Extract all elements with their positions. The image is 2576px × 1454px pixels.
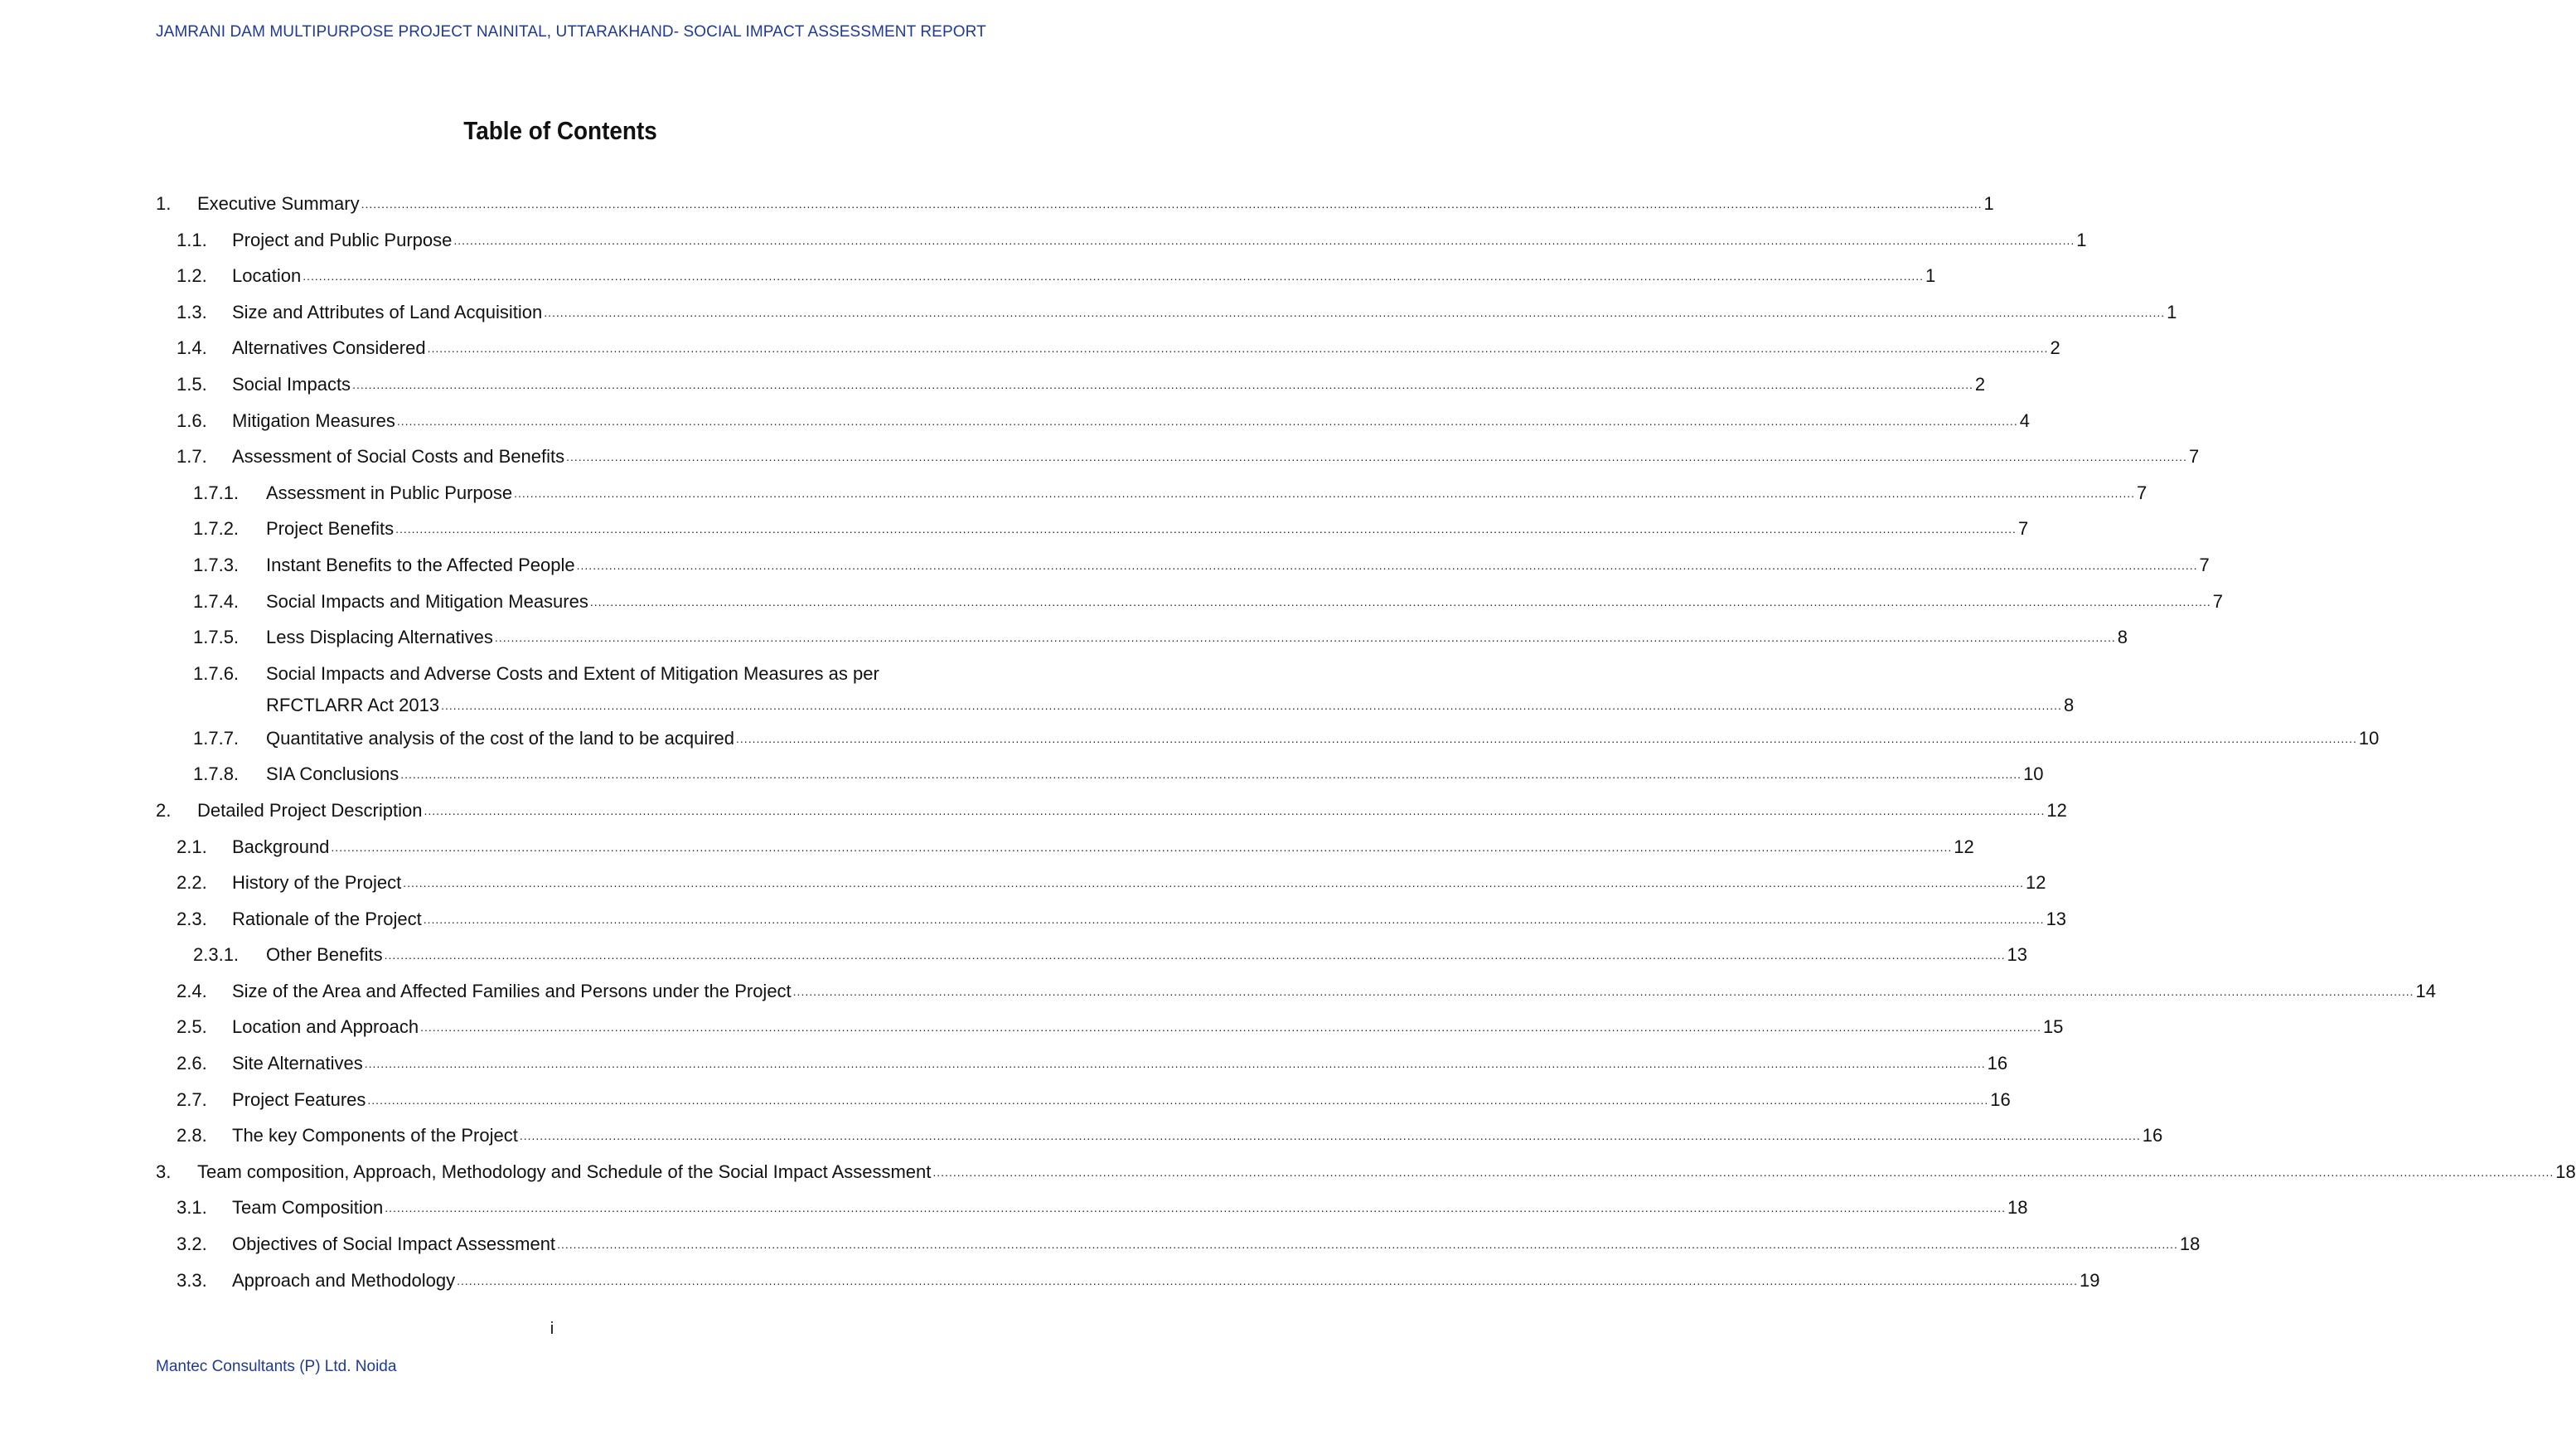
dot-leader: ................................................................................................................................................................................................................................................................................................................................................................................................................ <box>384 948 2006 962</box>
toc-entry[interactable] <box>156 1269 2100 1306</box>
toc-entry[interactable] <box>156 590 2223 627</box>
toc-entry[interactable] <box>156 482 2147 518</box>
toc-entry-page: 14 <box>2415 980 2437 1001</box>
toc-entry[interactable] <box>156 980 2437 1016</box>
toc-entry-title: The key Components of the Project <box>232 1125 518 1146</box>
toc-entry-title: Mitigation Measures <box>232 410 395 431</box>
toc-entry[interactable] <box>156 763 2044 799</box>
dot-leader: ................................................................................................................................................................................................................................................................................................................................................................................................................ <box>367 1093 1989 1107</box>
dot-leader: ................................................................................................................................................................................................................................................................................................................................................................................................................ <box>424 803 2046 817</box>
toc-entry-page: 2 <box>2050 337 2060 359</box>
toc-entry-number: 1.7.7. <box>193 727 240 749</box>
toc-entry-page: 1 <box>2167 301 2177 322</box>
dot-leader: ................................................................................................................................................................................................................................................................................................................................................................................................................ <box>352 377 1973 391</box>
toc-entry-page: 7 <box>2188 446 2200 468</box>
toc-entry-number: 1.7.2. <box>193 518 240 540</box>
toc-entry-number: 1.7.8. <box>193 763 240 785</box>
dot-leader: ................................................................................................................................................................................................................................................................................................................................................................................................................ <box>385 1201 2007 1215</box>
toc-entry-number: 1.7.3. <box>193 554 240 575</box>
dot-leader: ................................................................................................................................................................................................................................................................................................................................................................................................................ <box>566 450 2187 464</box>
toc-entry-page: 16 <box>1987 1053 2008 1074</box>
toc-entry-page: 13 <box>2046 908 2067 929</box>
toc-entry-title: Social Impacts and Mitigation Measures <box>266 590 588 612</box>
toc-entry-page: 18 <box>2179 1233 2201 1255</box>
toc-entry-number: 1.7.6. <box>193 662 240 684</box>
dot-leader: ................................................................................................................................................................................................................................................................................................................................................................................................................ <box>519 1129 2141 1143</box>
toc-entry[interactable] <box>156 445 2200 482</box>
toc-entry[interactable] <box>156 943 2027 980</box>
toc-entry-title: Location <box>232 265 302 287</box>
toc-entry-title: Team Composition <box>232 1197 384 1219</box>
toc-entry-page: 19 <box>2079 1269 2100 1291</box>
toc-entry[interactable] <box>156 1088 2011 1125</box>
toc-entry-page: 1 <box>1983 193 1994 214</box>
toc-entry-title: Team composition, Approach, Methodology and Schedule of the Social Impact Assessment <box>197 1161 932 1182</box>
toc-entry[interactable] <box>156 554 2210 590</box>
toc-entry-title: Objectives of Social Impact Assessment <box>232 1233 556 1255</box>
toc-entry[interactable] <box>156 410 2030 446</box>
toc-entry-title: Alternatives Considered <box>232 337 426 359</box>
toc-entry-page: 15 <box>2042 1016 2064 1038</box>
toc-entry-title: Approach and Methodology <box>232 1269 456 1291</box>
toc-entry-number: 1.7.4. <box>193 590 240 612</box>
dot-leader: ................................................................................................................................................................................................................................................................................................................................................................................................................ <box>400 768 2022 782</box>
toc-entry[interactable] <box>156 1161 2576 1197</box>
toc-entry[interactable] <box>156 871 2046 908</box>
dot-leader: ................................................................................................................................................................................................................................................................................................................................................................................................................ <box>932 1165 2554 1179</box>
toc-entry-title: Project Benefits <box>266 518 395 540</box>
toc-entry-page: 13 <box>2007 944 2027 966</box>
toc-entry[interactable] <box>156 662 2075 727</box>
toc-entry-page: 8 <box>2063 694 2075 715</box>
toc-entry-number: 2.5. <box>177 1016 207 1038</box>
toc-entry-number: 2.6. <box>177 1053 207 1074</box>
toc-entry-number: 3.2. <box>177 1233 207 1255</box>
dot-leader: ................................................................................................................................................................................................................................................................................................................................................................................................................ <box>494 631 2116 645</box>
toc-entry-title: Assessment in Public Purpose <box>266 482 513 503</box>
dot-leader: ................................................................................................................................................................................................................................................................................................................................................................................................................ <box>453 233 2075 247</box>
toc-entry-number: 1.3. <box>177 301 207 322</box>
dot-leader: ................................................................................................................................................................................................................................................................................................................................................................................................................ <box>331 840 1953 854</box>
toc-entry-page: 7 <box>2017 518 2029 540</box>
toc-entry-page: 2 <box>1974 373 1986 395</box>
toc-entry-page: 1 <box>2076 229 2087 250</box>
toc-entry-number: 1.6. <box>177 410 207 431</box>
toc-entry[interactable] <box>156 229 2087 265</box>
toc-entry-number: 2.7. <box>177 1088 207 1110</box>
toc-entry-title: Project and Public Purpose <box>232 229 453 250</box>
toc-entry-title: Other Benefits <box>266 944 383 966</box>
toc-entry-number: 1.1. <box>177 229 207 250</box>
toc-entry[interactable] <box>156 908 2067 944</box>
toc-entry-title: Rationale of the Project <box>232 908 422 929</box>
toc-entry-title: Location and Approach <box>232 1016 419 1038</box>
toc-entry[interactable] <box>156 626 2128 662</box>
dot-leader: ................................................................................................................................................................................................................................................................................................................................................................................................................ <box>792 984 2414 998</box>
dot-leader: ................................................................................................................................................................................................................................................................................................................................................................................................................ <box>361 197 1983 211</box>
toc-entry[interactable] <box>156 264 1936 301</box>
toc-entry-page: 12 <box>2046 799 2067 821</box>
toc-entry-title: Quantitative analysis of the cost of the land to be acquired <box>266 727 735 749</box>
running-header: JAMRANI DAM MULTIPURPOSE PROJECT NAINITAL, UTTARAKHAND- SOCIAL IMPACT ASSESSMENT REPORT <box>156 23 986 41</box>
toc-entry-title: Size and Attributes of Land Acquisition <box>232 301 543 322</box>
toc-entry-number: 1.7.5. <box>193 627 240 648</box>
toc-entry-number: 2. <box>156 799 172 821</box>
dot-leader: ................................................................................................................................................................................................................................................................................................................................................................................................................ <box>457 1273 2078 1287</box>
dot-leader: ................................................................................................................................................................................................................................................................................................................................................................................................................ <box>441 698 2062 712</box>
toc-entry-number: 2.8. <box>177 1125 207 1146</box>
toc-entry-page: 8 <box>2117 627 2128 648</box>
toc-entry-title: Executive Summary <box>197 193 360 214</box>
toc-entry-page: 7 <box>2137 482 2147 503</box>
toc-entry-page: 4 <box>2019 410 2030 431</box>
toc-entry-page: 12 <box>1954 836 1974 857</box>
toc-entry[interactable] <box>156 1124 2163 1161</box>
toc-entry-number: 2.3.1. <box>193 944 240 966</box>
dot-leader: ................................................................................................................................................................................................................................................................................................................................................................................................................ <box>395 522 2017 536</box>
toc-entry-number: 1.4. <box>177 337 207 359</box>
dot-leader: ................................................................................................................................................................................................................................................................................................................................................................................................................ <box>423 912 2045 926</box>
toc-entry-number: 2.3. <box>177 908 207 929</box>
toc-entry[interactable] <box>156 836 1974 872</box>
toc-entry-page: 16 <box>2142 1125 2163 1146</box>
dot-leader: ................................................................................................................................................................................................................................................................................................................................................................................................................ <box>544 305 2166 319</box>
toc-entry-page: 10 <box>2023 763 2044 785</box>
toc-entry-number: 1.7. <box>177 446 207 468</box>
toc-entry[interactable] <box>156 799 2067 836</box>
toc-entry-number: 1. <box>156 193 172 214</box>
table-of-contents <box>156 192 2576 1305</box>
toc-entry-page: 12 <box>2026 872 2046 894</box>
toc-entry-title: Background <box>232 836 330 857</box>
toc-entry-number: 2.1. <box>177 836 207 857</box>
toc-entry[interactable] <box>156 337 2060 373</box>
toc-entry-title: SIA Conclusions <box>266 763 399 785</box>
toc-entry[interactable] <box>156 727 2380 763</box>
toc-entry-page: 18 <box>2555 1161 2576 1182</box>
dot-leader: ................................................................................................................................................................................................................................................................................................................................................................................................................ <box>557 1238 2178 1252</box>
toc-entry[interactable] <box>156 192 1994 229</box>
dot-leader: ................................................................................................................................................................................................................................................................................................................................................................................................................ <box>396 414 2018 428</box>
toc-entry-page: 18 <box>2007 1197 2028 1219</box>
toc-entry-number: 3.3. <box>177 1269 207 1291</box>
dot-leader: ................................................................................................................................................................................................................................................................................................................................................................................................................ <box>303 269 1925 284</box>
toc-entry[interactable] <box>156 517 2029 554</box>
toc-entry-page: 1 <box>1925 265 1936 287</box>
toc-entry-title: Social Impacts and Adverse Costs and Extent of Mitigation Measures as per <box>266 662 879 684</box>
toc-entry-page: 7 <box>2199 554 2210 575</box>
toc-entry-title: Size of the Area and Affected Families and Persons under the Project <box>232 980 792 1001</box>
toc-entry-number: 2.2. <box>177 872 207 894</box>
toc-entry[interactable] <box>156 1015 2064 1052</box>
toc-entry[interactable] <box>156 373 1986 410</box>
toc-entry-number: 3. <box>156 1161 172 1182</box>
toc-entry-page: 16 <box>1990 1088 2011 1110</box>
toc-entry-title: Assessment of Social Costs and Benefits <box>232 446 565 468</box>
toc-entry-number: 3.1. <box>177 1197 207 1219</box>
dot-leader: ................................................................................................................................................................................................................................................................................................................................................................................................................ <box>514 486 2135 500</box>
dot-leader: ................................................................................................................................................................................................................................................................................................................................................................................................................ <box>427 342 2049 356</box>
toc-entry-title: Project Features <box>232 1088 366 1110</box>
toc-entry-page: 7 <box>2212 590 2223 612</box>
dot-leader: ................................................................................................................................................................................................................................................................................................................................................................................................................ <box>589 594 2211 608</box>
toc-entry-title: Instant Benefits to the Affected People <box>266 554 575 575</box>
toc-entry-number: 1.5. <box>177 373 207 395</box>
toc-entry[interactable] <box>156 1233 2201 1269</box>
dot-leader: ................................................................................................................................................................................................................................................................................................................................................................................................................ <box>403 876 2025 890</box>
toc-entry-page: 10 <box>2358 727 2380 749</box>
dot-leader: ................................................................................................................................................................................................................................................................................................................................................................................................................ <box>364 1057 1986 1071</box>
toc-entry-number: 2.4. <box>177 980 207 1001</box>
toc-entry-title: Site Alternatives <box>232 1053 363 1074</box>
running-footer: Mantec Consultants (P) Ltd. Noida <box>156 1358 397 1375</box>
toc-entry-title: History of the Project <box>232 872 402 894</box>
dot-leader: ................................................................................................................................................................................................................................................................................................................................................................................................................ <box>420 1020 2041 1035</box>
toc-entry-title: Social Impacts <box>232 373 351 395</box>
page-number: i <box>550 1320 554 1338</box>
toc-entry-number: 1.2. <box>177 265 207 287</box>
toc-entry-title-continued: RFCTLARR Act 2013 <box>266 694 440 715</box>
toc-entry[interactable] <box>156 301 2177 337</box>
toc-entry[interactable] <box>156 1052 2008 1088</box>
toc-entry-number: 1.7.1. <box>193 482 240 503</box>
dot-leader: ................................................................................................................................................................................................................................................................................................................................................................................................................ <box>576 558 2198 572</box>
toc-entry-title: Less Displacing Alternatives <box>266 627 493 648</box>
page-title: Table of Contents <box>463 116 657 145</box>
dot-leader: ................................................................................................................................................................................................................................................................................................................................................................................................................ <box>736 731 2357 745</box>
toc-entry-title: Detailed Project Description <box>197 799 423 821</box>
toc-entry[interactable] <box>156 1196 2028 1233</box>
